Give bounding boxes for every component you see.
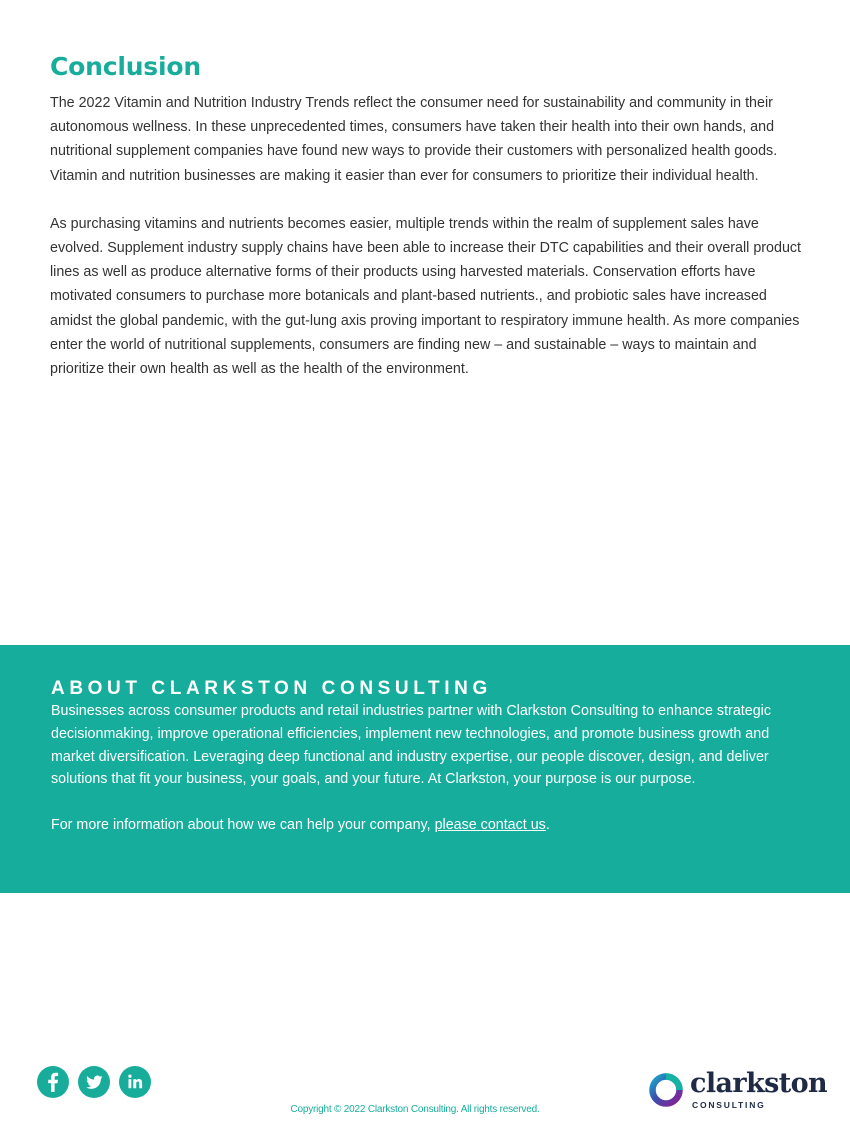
contact-us-link[interactable]: please contact us — [434, 816, 546, 833]
conclusion-paragraph-1: The 2022 Vitamin and Nutrition Industry Trends reflect the consumer need for sustainability and community in their autonomous wellness. In these unprecedented times, consumers have taken their health into their own hands, and nutritional supplement companies have found new ways to provide their customers with personalized health goods. Vitamin and nutrition businesses are making it easier than ever for consumers to prioritize their individual health. — [50, 95, 778, 184]
about-contact-suffix: . — [545, 816, 550, 833]
about-content — [51, 678, 803, 837]
twitter-icon[interactable] — [78, 1066, 110, 1098]
logo-subtitle: CONSULTING — [692, 1100, 766, 1110]
about-contact-line — [51, 814, 803, 837]
logo-ring-icon — [648, 1072, 684, 1108]
about-body: Businesses across consumer products and retail industries partner with Clarkston Consulting to enhance strategic decisionmaking, improve operational efficiencies, implement new technologies, and promote business growth and market diversification. Leveraging deep functional and industry expertise, our people discover, design, and deliver solutions that fit your business, your goals, and your future. At Clarkston, your purpose is our purpose. — [51, 703, 771, 788]
about-contact-prefix: For more information about how we can help your company, — [51, 816, 435, 833]
linkedin-icon[interactable] — [119, 1066, 151, 1098]
conclusion-title: Conclusion — [50, 52, 201, 81]
clarkston-logo — [648, 1068, 833, 1112]
conclusion-paragraph-2: As purchasing vitamins and nutrients becomes easier, multiple trends within the realm of supplement sales have evolved. Supplement industry supply chains have been able to increase their DTC capabilities and their overall product lines as well as produce alternative forms of their products using harvested materials. Conservation efforts have motivated consumers to purchase more botanicals and plant-based nutrients., and probiotic sales have increased amidst the global pandemic, with the gut-lung axis proving important to respiratory immune health. As more companies enter the world of nutritional supplements, consumers are finding new – and sustainable – ways to maintain and prioritize their own health as well as the health of the environment. — [50, 215, 802, 378]
logo-name: clarkston — [690, 1068, 828, 1099]
about-heading: ABOUT CLARKSTON CONSULTING — [51, 678, 492, 699]
social-links — [37, 1066, 151, 1098]
facebook-icon[interactable] — [37, 1066, 69, 1098]
about-section — [0, 645, 850, 893]
copyright-text: Copyright © 2022 Clarkston Consulting. All rights reserved. — [290, 1104, 540, 1115]
conclusion-section — [50, 52, 802, 405]
